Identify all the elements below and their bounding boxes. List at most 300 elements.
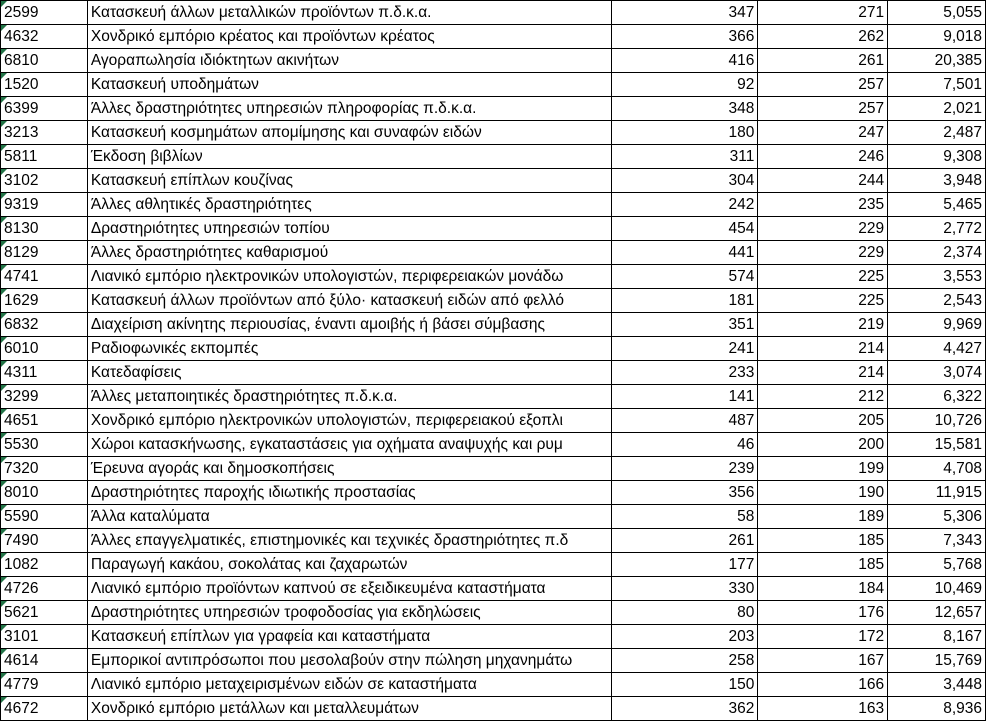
naics-code-text: 7490 bbox=[4, 532, 39, 549]
value-column-1-cell[interactable] bbox=[611, 529, 758, 553]
number-stored-as-text-indicator-icon bbox=[1, 289, 7, 295]
value-column-1-text: 304 bbox=[728, 172, 755, 189]
activity-description-cell[interactable] bbox=[87, 553, 611, 577]
activity-description-cell[interactable] bbox=[87, 457, 611, 481]
value-column-2-cell[interactable] bbox=[758, 529, 888, 553]
value-column-2-text: 200 bbox=[858, 436, 885, 453]
value-column-1-cell[interactable] bbox=[611, 649, 758, 673]
value-column-3-cell[interactable] bbox=[888, 145, 986, 169]
activity-description-text: Χονδρικό εμπόριο μετάλλων και μεταλλευμάτων bbox=[90, 700, 419, 717]
value-column-1-cell[interactable] bbox=[611, 673, 758, 697]
value-column-2-text: 229 bbox=[858, 244, 885, 261]
value-column-3-cell[interactable] bbox=[888, 265, 986, 289]
value-column-2-text: 246 bbox=[858, 148, 885, 165]
table-row bbox=[1, 169, 986, 193]
activity-description-text: Δραστηριότητες υπηρεσιών τροφοδοσίας για εκδηλώσεις bbox=[90, 604, 481, 621]
activity-description-cell[interactable] bbox=[87, 193, 611, 217]
value-column-2-text: 257 bbox=[858, 76, 885, 93]
value-column-3-cell[interactable] bbox=[888, 649, 986, 673]
value-column-1-cell[interactable] bbox=[611, 385, 758, 409]
activity-description-cell[interactable] bbox=[87, 97, 611, 121]
activity-description-text: Έκδοση βιβλίων bbox=[90, 148, 203, 165]
number-stored-as-text-indicator-icon bbox=[1, 673, 7, 679]
value-column-2-cell[interactable] bbox=[758, 433, 888, 457]
naics-code-text: 4672 bbox=[4, 700, 39, 717]
naics-code-cell[interactable] bbox=[1, 673, 88, 697]
value-column-2-cell[interactable] bbox=[758, 289, 888, 313]
activity-description-text: Κατασκευή άλλων προϊόντων από ξύλο· κατασκευή ειδών από φελλό bbox=[90, 292, 565, 309]
naics-code-cell[interactable] bbox=[1, 289, 88, 313]
naics-code-text: 3213 bbox=[4, 124, 39, 141]
value-column-3-cell[interactable] bbox=[888, 433, 986, 457]
value-column-2-cell[interactable] bbox=[758, 337, 888, 361]
naics-code-cell[interactable] bbox=[1, 553, 88, 577]
naics-code-cell[interactable] bbox=[1, 361, 88, 385]
activity-description-text: Διαχείριση ακίνητης περιουσίας, έναντι αμοιβής ή βάσει σύμβασης bbox=[90, 316, 545, 333]
value-column-1-cell[interactable] bbox=[611, 337, 758, 361]
value-column-1-text: 58 bbox=[737, 508, 755, 525]
value-column-1-text: 242 bbox=[728, 196, 755, 213]
activity-description-text: Εμπορικοί αντιπρόσωποι που μεσολαβούν στην πώληση μηχανημάτω bbox=[90, 652, 573, 669]
spreadsheet-body bbox=[1, 1, 986, 721]
value-column-3-text: 4,708 bbox=[943, 460, 982, 477]
activity-description-cell[interactable] bbox=[87, 361, 611, 385]
activity-description-text: Ραδιοφωνικές εκπομπές bbox=[90, 340, 259, 357]
value-column-3-cell[interactable] bbox=[888, 73, 986, 97]
value-column-2-cell[interactable] bbox=[758, 73, 888, 97]
value-column-2-cell[interactable] bbox=[758, 409, 888, 433]
value-column-3-cell[interactable] bbox=[888, 289, 986, 313]
value-column-1-cell[interactable] bbox=[611, 73, 758, 97]
number-stored-as-text-indicator-icon bbox=[1, 145, 7, 151]
value-column-3-text: 3,448 bbox=[943, 676, 982, 693]
table-row bbox=[1, 457, 986, 481]
value-column-1-text: 150 bbox=[728, 676, 755, 693]
value-column-3-cell[interactable] bbox=[888, 529, 986, 553]
activity-description-cell[interactable] bbox=[87, 649, 611, 673]
activity-description-cell[interactable] bbox=[87, 217, 611, 241]
value-column-1-text: 311 bbox=[729, 148, 755, 165]
value-column-3-text: 8,936 bbox=[943, 700, 982, 717]
naics-code-text: 4651 bbox=[4, 412, 39, 429]
value-column-3-cell[interactable] bbox=[888, 241, 986, 265]
value-column-1-text: 351 bbox=[728, 316, 755, 333]
value-column-3-cell[interactable] bbox=[888, 457, 986, 481]
value-column-3-cell[interactable] bbox=[888, 481, 986, 505]
value-column-2-cell[interactable] bbox=[758, 697, 888, 721]
number-stored-as-text-indicator-icon bbox=[1, 505, 7, 511]
number-stored-as-text-indicator-icon bbox=[1, 1, 7, 7]
value-column-2-text: 225 bbox=[858, 292, 885, 309]
number-stored-as-text-indicator-icon bbox=[1, 73, 7, 79]
value-column-1-cell[interactable] bbox=[611, 505, 758, 529]
value-column-1-cell[interactable] bbox=[611, 241, 758, 265]
value-column-3-cell[interactable] bbox=[888, 553, 986, 577]
value-column-1-text: 258 bbox=[728, 652, 755, 669]
naics-code-text: 1082 bbox=[4, 556, 39, 573]
table-row bbox=[1, 553, 986, 577]
value-column-2-cell[interactable] bbox=[758, 313, 888, 337]
number-stored-as-text-indicator-icon bbox=[1, 217, 7, 223]
table-row bbox=[1, 73, 986, 97]
activity-description-cell[interactable] bbox=[87, 601, 611, 625]
value-column-2-text: 212 bbox=[858, 388, 885, 405]
value-column-3-cell[interactable] bbox=[888, 673, 986, 697]
table-row bbox=[1, 121, 986, 145]
value-column-2-text: 185 bbox=[858, 556, 885, 573]
activity-description-cell[interactable] bbox=[87, 577, 611, 601]
naics-code-text: 5530 bbox=[4, 436, 39, 453]
value-column-3-cell[interactable] bbox=[888, 361, 986, 385]
table-row bbox=[1, 25, 986, 49]
value-column-1-text: 454 bbox=[728, 220, 755, 237]
number-stored-as-text-indicator-icon bbox=[1, 25, 7, 31]
naics-code-text: 4311 bbox=[4, 364, 38, 381]
number-stored-as-text-indicator-icon bbox=[1, 337, 7, 343]
value-column-1-text: 181 bbox=[728, 292, 755, 309]
value-column-3-text: 10,726 bbox=[934, 412, 982, 429]
value-column-2-cell[interactable] bbox=[758, 1, 888, 25]
value-column-1-text: 574 bbox=[728, 268, 755, 285]
value-column-1-cell[interactable] bbox=[611, 121, 758, 145]
value-column-3-cell[interactable] bbox=[888, 49, 986, 73]
naics-code-text: 6832 bbox=[4, 316, 39, 333]
value-column-1-text: 347 bbox=[728, 4, 755, 21]
table-row bbox=[1, 145, 986, 169]
naics-code-text: 3102 bbox=[4, 172, 39, 189]
value-column-1-cell[interactable] bbox=[611, 217, 758, 241]
naics-code-cell[interactable] bbox=[1, 145, 88, 169]
number-stored-as-text-indicator-icon bbox=[1, 313, 7, 319]
table-row bbox=[1, 529, 986, 553]
value-column-1-text: 239 bbox=[728, 460, 755, 477]
value-column-2-text: 184 bbox=[858, 580, 885, 597]
value-column-1-cell[interactable] bbox=[611, 313, 758, 337]
value-column-2-cell[interactable] bbox=[758, 97, 888, 121]
value-column-3-text: 20,385 bbox=[934, 52, 982, 69]
table-row bbox=[1, 505, 986, 529]
naics-code-cell[interactable] bbox=[1, 97, 88, 121]
table-row bbox=[1, 193, 986, 217]
value-column-1-cell[interactable] bbox=[611, 97, 758, 121]
naics-code-cell[interactable] bbox=[1, 649, 88, 673]
number-stored-as-text-indicator-icon bbox=[1, 409, 7, 415]
value-column-2-text: 229 bbox=[858, 220, 885, 237]
naics-code-cell[interactable] bbox=[1, 1, 88, 25]
activity-description-text: Χώροι κατασκήνωσης, εγκαταστάσεις για οχήματα αναψυχής και ρυμ bbox=[90, 436, 563, 453]
value-column-2-cell[interactable] bbox=[758, 481, 888, 505]
value-column-2-cell[interactable] bbox=[758, 385, 888, 409]
naics-code-cell[interactable] bbox=[1, 337, 88, 361]
activity-description-text: Δραστηριότητες υπηρεσιών τοπίου bbox=[90, 220, 330, 237]
activity-description-text: Κατασκευή υποδημάτων bbox=[90, 76, 259, 93]
value-column-3-cell[interactable] bbox=[888, 121, 986, 145]
value-column-1-cell[interactable] bbox=[611, 169, 758, 193]
value-column-2-cell[interactable] bbox=[758, 145, 888, 169]
value-column-1-text: 46 bbox=[737, 436, 755, 453]
value-column-1-cell[interactable] bbox=[611, 601, 758, 625]
value-column-1-text: 177 bbox=[728, 556, 755, 573]
naics-code-cell[interactable] bbox=[1, 433, 88, 457]
naics-code-text: 5590 bbox=[4, 508, 39, 525]
table-row bbox=[1, 337, 986, 361]
activity-description-cell[interactable] bbox=[87, 673, 611, 697]
number-stored-as-text-indicator-icon bbox=[1, 433, 7, 439]
value-column-2-text: 163 bbox=[858, 700, 885, 717]
value-column-2-cell[interactable] bbox=[758, 265, 888, 289]
value-column-2-text: 261 bbox=[858, 52, 885, 69]
value-column-1-text: 261 bbox=[728, 532, 755, 549]
activity-description-cell[interactable] bbox=[87, 121, 611, 145]
value-column-2-text: 247 bbox=[858, 124, 885, 141]
number-stored-as-text-indicator-icon bbox=[1, 529, 7, 535]
value-column-3-cell[interactable] bbox=[888, 313, 986, 337]
value-column-2-text: 214 bbox=[858, 364, 885, 381]
value-column-1-cell[interactable] bbox=[611, 553, 758, 577]
activity-description-cell[interactable] bbox=[87, 505, 611, 529]
naics-code-text: 6810 bbox=[4, 52, 39, 69]
naics-code-cell[interactable] bbox=[1, 601, 88, 625]
value-column-1-text: 362 bbox=[728, 700, 755, 717]
naics-code-text: 8130 bbox=[4, 220, 39, 237]
value-column-1-cell[interactable] bbox=[611, 697, 758, 721]
activity-description-cell[interactable] bbox=[87, 289, 611, 313]
naics-code-cell[interactable] bbox=[1, 577, 88, 601]
activity-description-cell[interactable] bbox=[87, 697, 611, 721]
value-column-3-text: 5,306 bbox=[943, 508, 982, 525]
value-column-2-cell[interactable] bbox=[758, 361, 888, 385]
activity-description-text: Άλλες αθλητικές δραστηριότητες bbox=[90, 196, 312, 213]
value-column-3-cell[interactable] bbox=[888, 505, 986, 529]
activity-description-cell[interactable] bbox=[87, 481, 611, 505]
value-column-3-text: 2,021 bbox=[943, 100, 982, 117]
value-column-1-cell[interactable] bbox=[611, 577, 758, 601]
number-stored-as-text-indicator-icon bbox=[1, 169, 7, 175]
activity-description-text: Λιανικό εμπόριο μεταχειρισμένων ειδών σε καταστήματα bbox=[90, 676, 477, 693]
value-column-1-cell[interactable] bbox=[611, 193, 758, 217]
table-row bbox=[1, 241, 986, 265]
activity-description-cell[interactable] bbox=[87, 409, 611, 433]
value-column-3-text: 4,427 bbox=[943, 340, 982, 357]
naics-code-text: 6010 bbox=[4, 340, 39, 357]
naics-code-cell[interactable] bbox=[1, 625, 88, 649]
value-column-3-text: 7,343 bbox=[943, 532, 982, 549]
value-column-3-text: 5,768 bbox=[943, 556, 982, 573]
table-row bbox=[1, 697, 986, 721]
naics-code-text: 5621 bbox=[4, 604, 39, 621]
value-column-2-cell[interactable] bbox=[758, 673, 888, 697]
value-column-1-cell[interactable] bbox=[611, 49, 758, 73]
activity-description-cell[interactable] bbox=[87, 145, 611, 169]
naics-code-text: 4632 bbox=[4, 28, 39, 45]
naics-code-cell[interactable] bbox=[1, 529, 88, 553]
activity-description-cell[interactable] bbox=[87, 433, 611, 457]
activity-description-cell[interactable] bbox=[87, 529, 611, 553]
value-column-2-cell[interactable] bbox=[758, 25, 888, 49]
activity-description-cell[interactable] bbox=[87, 241, 611, 265]
table-row bbox=[1, 1, 986, 25]
value-column-1-cell[interactable] bbox=[611, 433, 758, 457]
value-column-2-cell[interactable] bbox=[758, 217, 888, 241]
value-column-3-text: 7,501 bbox=[943, 76, 982, 93]
naics-code-cell[interactable] bbox=[1, 481, 88, 505]
activity-description-cell[interactable] bbox=[87, 313, 611, 337]
value-column-3-cell[interactable] bbox=[888, 217, 986, 241]
number-stored-as-text-indicator-icon bbox=[1, 697, 7, 703]
activity-description-text: Κατασκευή επίπλων για γραφεία και καταστήματα bbox=[90, 628, 431, 645]
naics-code-text: 4726 bbox=[4, 580, 39, 597]
naics-code-cell[interactable] bbox=[1, 265, 88, 289]
value-column-1-text: 241 bbox=[728, 340, 755, 357]
value-column-2-text: 271 bbox=[858, 4, 885, 21]
value-column-2-text: 219 bbox=[858, 316, 885, 333]
value-column-2-cell[interactable] bbox=[758, 625, 888, 649]
naics-code-cell[interactable] bbox=[1, 169, 88, 193]
activity-description-cell[interactable] bbox=[87, 49, 611, 73]
value-column-1-text: 487 bbox=[728, 412, 755, 429]
naics-code-cell[interactable] bbox=[1, 49, 88, 73]
value-column-2-text: 185 bbox=[858, 532, 885, 549]
value-column-1-cell[interactable] bbox=[611, 481, 758, 505]
value-column-3-text: 2,487 bbox=[943, 124, 982, 141]
activity-description-cell[interactable] bbox=[87, 337, 611, 361]
value-column-3-text: 9,018 bbox=[943, 28, 982, 45]
value-column-3-cell[interactable] bbox=[888, 193, 986, 217]
number-stored-as-text-indicator-icon bbox=[1, 49, 7, 55]
value-column-2-cell[interactable] bbox=[758, 49, 888, 73]
value-column-2-cell[interactable] bbox=[758, 553, 888, 577]
value-column-2-text: 190 bbox=[858, 484, 885, 501]
activity-description-cell[interactable] bbox=[87, 73, 611, 97]
value-column-2-text: 235 bbox=[858, 196, 885, 213]
value-column-1-cell[interactable] bbox=[611, 1, 758, 25]
activity-description-text: Λιανικό εμπόριο ηλεκτρονικών υπολογιστών, περιφερειακών μονάδω bbox=[90, 268, 564, 285]
naics-code-cell[interactable] bbox=[1, 697, 88, 721]
table-row bbox=[1, 625, 986, 649]
value-column-3-text: 2,374 bbox=[943, 244, 982, 261]
value-column-2-text: 214 bbox=[858, 340, 885, 357]
activity-description-text: Κατασκευή κοσμημάτων απομίμησης και συναφών ειδών bbox=[90, 124, 482, 141]
value-column-3-cell[interactable] bbox=[888, 1, 986, 25]
naics-code-cell[interactable] bbox=[1, 505, 88, 529]
value-column-2-text: 176 bbox=[858, 604, 885, 621]
number-stored-as-text-indicator-icon bbox=[1, 265, 7, 271]
activity-description-cell[interactable] bbox=[87, 169, 611, 193]
value-column-3-text: 3,074 bbox=[943, 364, 982, 381]
value-column-2-cell[interactable] bbox=[758, 649, 888, 673]
naics-code-text: 7320 bbox=[4, 460, 39, 477]
naics-code-cell[interactable] bbox=[1, 25, 88, 49]
value-column-3-text: 12,657 bbox=[934, 604, 982, 621]
activity-description-text: Χονδρικό εμπόριο κρέατος και προϊόντων κρέατος bbox=[90, 28, 435, 45]
value-column-2-text: 189 bbox=[858, 508, 885, 525]
naics-code-text: 1629 bbox=[4, 292, 39, 309]
value-column-2-cell[interactable] bbox=[758, 505, 888, 529]
table-row bbox=[1, 289, 986, 313]
value-column-1-cell[interactable] bbox=[611, 145, 758, 169]
value-column-3-text: 3,948 bbox=[943, 172, 982, 189]
activity-description-text: Λιανικό εμπόριο προϊόντων καπνού σε εξειδικευμένα καταστήματα bbox=[90, 580, 546, 597]
value-column-3-cell[interactable] bbox=[888, 385, 986, 409]
value-column-1-text: 233 bbox=[728, 364, 755, 381]
naics-code-cell[interactable] bbox=[1, 121, 88, 145]
naics-code-cell[interactable] bbox=[1, 241, 88, 265]
value-column-1-text: 366 bbox=[728, 28, 755, 45]
table-row bbox=[1, 649, 986, 673]
naics-code-cell[interactable] bbox=[1, 313, 88, 337]
value-column-1-cell[interactable] bbox=[611, 625, 758, 649]
value-column-3-text: 15,581 bbox=[934, 436, 982, 453]
value-column-3-cell[interactable] bbox=[888, 337, 986, 361]
value-column-1-cell[interactable] bbox=[611, 265, 758, 289]
naics-code-text: 6399 bbox=[4, 100, 39, 117]
activity-description-cell[interactable] bbox=[87, 385, 611, 409]
value-column-1-cell[interactable] bbox=[611, 361, 758, 385]
naics-code-cell[interactable] bbox=[1, 457, 88, 481]
value-column-2-cell[interactable] bbox=[758, 193, 888, 217]
naics-code-text: 4779 bbox=[4, 676, 39, 693]
value-column-1-cell[interactable] bbox=[611, 25, 758, 49]
number-stored-as-text-indicator-icon bbox=[1, 385, 7, 391]
value-column-3-cell[interactable] bbox=[888, 577, 986, 601]
value-column-3-text: 5,055 bbox=[943, 4, 982, 21]
value-column-1-cell[interactable] bbox=[611, 457, 758, 481]
table-row bbox=[1, 433, 986, 457]
naics-code-cell[interactable] bbox=[1, 217, 88, 241]
value-column-1-text: 141 bbox=[728, 388, 755, 405]
value-column-2-cell[interactable] bbox=[758, 457, 888, 481]
naics-code-cell[interactable] bbox=[1, 193, 88, 217]
value-column-2-text: 257 bbox=[858, 100, 885, 117]
value-column-3-cell[interactable] bbox=[888, 25, 986, 49]
value-column-2-cell[interactable] bbox=[758, 241, 888, 265]
value-column-3-cell[interactable] bbox=[888, 625, 986, 649]
value-column-2-text: 262 bbox=[858, 28, 885, 45]
number-stored-as-text-indicator-icon bbox=[1, 121, 7, 127]
table-row bbox=[1, 481, 986, 505]
activity-description-cell[interactable] bbox=[87, 25, 611, 49]
value-column-3-cell[interactable] bbox=[888, 697, 986, 721]
value-column-1-text: 203 bbox=[728, 628, 755, 645]
activity-description-cell[interactable] bbox=[87, 1, 611, 25]
value-column-3-cell[interactable] bbox=[888, 601, 986, 625]
value-column-3-cell[interactable] bbox=[888, 169, 986, 193]
number-stored-as-text-indicator-icon bbox=[1, 601, 7, 607]
naics-code-cell[interactable] bbox=[1, 73, 88, 97]
activity-description-cell[interactable] bbox=[87, 265, 611, 289]
value-column-2-cell[interactable] bbox=[758, 577, 888, 601]
number-stored-as-text-indicator-icon bbox=[1, 97, 7, 103]
table-row bbox=[1, 265, 986, 289]
value-column-3-cell[interactable] bbox=[888, 97, 986, 121]
value-column-2-cell[interactable] bbox=[758, 169, 888, 193]
value-column-2-cell[interactable] bbox=[758, 121, 888, 145]
naics-code-cell[interactable] bbox=[1, 385, 88, 409]
value-column-2-text: 172 bbox=[858, 628, 885, 645]
value-column-2-cell[interactable] bbox=[758, 601, 888, 625]
value-column-2-text: 166 bbox=[858, 676, 885, 693]
number-stored-as-text-indicator-icon bbox=[1, 361, 7, 367]
naics-code-text: 4741 bbox=[4, 268, 39, 285]
value-column-3-cell[interactable] bbox=[888, 409, 986, 433]
value-column-3-text: 3,553 bbox=[943, 268, 982, 285]
naics-code-cell[interactable] bbox=[1, 409, 88, 433]
activity-description-text: Χονδρικό εμπόριο ηλεκτρονικών υπολογιστών, περιφερειακού εξοπλι bbox=[90, 412, 563, 429]
activity-description-cell[interactable] bbox=[87, 625, 611, 649]
value-column-1-cell[interactable] bbox=[611, 409, 758, 433]
activity-description-text: Κατασκευή επίπλων κουζίνας bbox=[90, 172, 293, 189]
value-column-1-cell[interactable] bbox=[611, 289, 758, 313]
